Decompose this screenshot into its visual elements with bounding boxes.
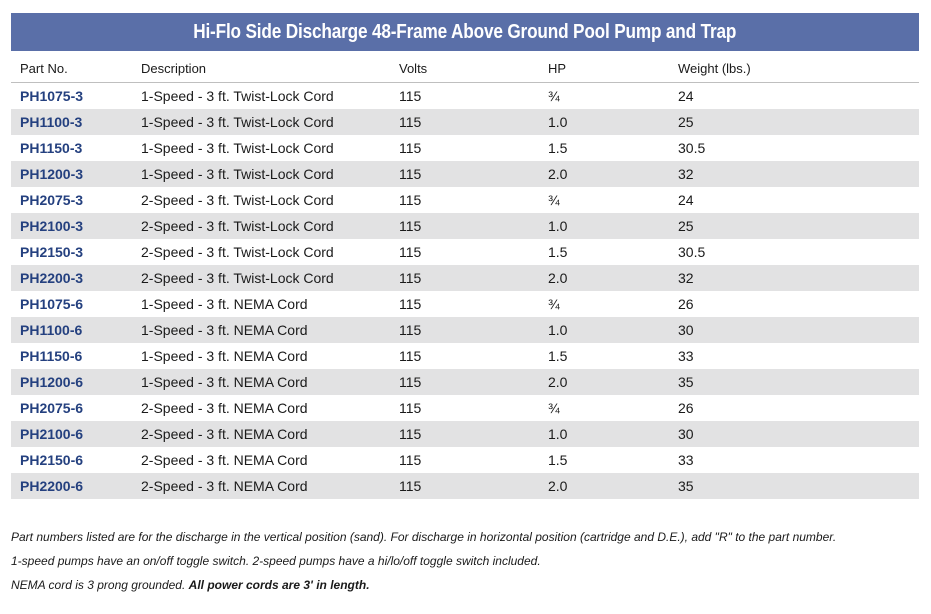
volts-cell: 115 — [390, 473, 539, 499]
description-cell: 1-Speed - 3 ft. NEMA Cord — [141, 296, 308, 312]
description-cell: 2-Speed - 3 ft. Twist-Lock Cord — [132, 213, 390, 239]
description-cell: 1-Speed - 3 ft. NEMA Cord — [141, 348, 308, 364]
table-row — [11, 343, 919, 369]
volts-cell: 115 — [399, 348, 422, 364]
part-number-cell: PH2100-6 — [11, 421, 132, 447]
hp-cell: ¾ — [548, 88, 560, 104]
hp-cell: ¾ — [548, 296, 560, 312]
part-number-cell: PH1075-3 — [20, 88, 84, 104]
volts-cell: 115 — [390, 213, 539, 239]
weight-cell: 35 — [669, 369, 919, 395]
header-hp: HP — [539, 55, 669, 83]
weight-cell: 33 — [678, 452, 694, 468]
part-number-cell: PH2150-6 — [20, 452, 84, 468]
table-row — [11, 369, 919, 395]
table-row — [11, 473, 919, 499]
part-number-cell: PH1150-6 — [20, 348, 83, 364]
weight-cell: 24 — [678, 88, 694, 104]
hp-cell: 1.0 — [539, 317, 669, 343]
volts-cell: 115 — [399, 452, 422, 468]
footnote-cord-text: NEMA cord is 3 prong grounded. — [11, 578, 189, 592]
title-bar — [11, 13, 919, 51]
part-number-cell: PH2200-6 — [11, 473, 132, 499]
weight-cell: 24 — [678, 192, 694, 208]
description-cell: 2-Speed - 3 ft. NEMA Cord — [132, 473, 390, 499]
footnote-discharge: Part numbers listed are for the discharge in the vertical position (sand). For discharge in horizontal position (cartridge and D.E.), add "R" to the part number. — [11, 530, 837, 544]
header-description: Description — [132, 55, 390, 83]
table-header-row — [11, 55, 919, 83]
weight-cell: 30 — [669, 421, 919, 447]
table-row — [11, 317, 919, 343]
table-row — [11, 83, 919, 110]
table-row — [11, 213, 919, 239]
hp-cell: 1.0 — [539, 109, 669, 135]
weight-cell: 26 — [678, 296, 694, 312]
volts-cell: 115 — [399, 400, 422, 416]
header-part-no: Part No. — [11, 55, 132, 83]
description-cell: 2-Speed - 3 ft. NEMA Cord — [132, 421, 390, 447]
hp-cell: 2.0 — [539, 369, 669, 395]
footnote-toggle-switch: 1-speed pumps have an on/off toggle switch. 2-speed pumps have a hi/lo/off toggle switch included. — [11, 554, 541, 568]
table-row — [11, 447, 919, 473]
table-row — [11, 135, 919, 161]
weight-cell: 30.5 — [678, 244, 706, 260]
volts-cell: 115 — [399, 244, 422, 260]
footnotes — [11, 525, 921, 597]
hp-cell: 2.0 — [539, 161, 669, 187]
weight-cell: 26 — [678, 400, 694, 416]
hp-cell: 1.0 — [539, 213, 669, 239]
volts-cell: 115 — [399, 192, 422, 208]
part-number-cell: PH2100-3 — [11, 213, 132, 239]
description-cell: 1-Speed - 3 ft. Twist-Lock Cord — [132, 109, 390, 135]
part-number-cell: PH2150-3 — [20, 244, 84, 260]
weight-cell: 32 — [669, 265, 919, 291]
part-number-cell: PH1200-6 — [11, 369, 132, 395]
volts-cell: 115 — [390, 421, 539, 447]
part-number-cell: PH2075-3 — [20, 192, 84, 208]
table-row — [11, 109, 919, 135]
description-cell: 1-Speed - 3 ft. NEMA Cord — [132, 317, 390, 343]
weight-cell: 33 — [678, 348, 694, 364]
part-number-cell: PH2200-3 — [11, 265, 132, 291]
hp-cell: 1.5 — [548, 452, 568, 468]
description-cell: 2-Speed - 3 ft. Twist-Lock Cord — [141, 192, 334, 208]
description-cell: 2-Speed - 3 ft. NEMA Cord — [141, 400, 308, 416]
table-row — [11, 265, 919, 291]
hp-cell: ¾ — [548, 400, 560, 416]
weight-cell: 32 — [669, 161, 919, 187]
description-cell: 1-Speed - 3 ft. Twist-Lock Cord — [132, 161, 390, 187]
hp-cell: 1.5 — [548, 140, 568, 156]
volts-cell: 115 — [390, 369, 539, 395]
part-number-cell: PH1075-6 — [20, 296, 84, 312]
volts-cell: 115 — [390, 317, 539, 343]
footnote-cord-length: All power cords are 3' in length. — [188, 578, 370, 592]
page-title: Hi-Flo Side Discharge 48-Frame Above Ground Pool Pump and Trap — [193, 20, 737, 43]
table-row — [11, 187, 919, 213]
pump-spec-table — [11, 55, 919, 499]
hp-cell: 1.0 — [539, 421, 669, 447]
description-cell: 1-Speed - 3 ft. NEMA Cord — [132, 369, 390, 395]
table-row — [11, 291, 919, 317]
weight-cell: 30 — [669, 317, 919, 343]
volts-cell: 115 — [399, 296, 422, 312]
description-cell: 1-Speed - 3 ft. Twist-Lock Cord — [141, 140, 334, 156]
volts-cell: 115 — [390, 109, 539, 135]
table-row — [11, 239, 919, 265]
description-cell: 2-Speed - 3 ft. NEMA Cord — [141, 452, 308, 468]
table-body — [11, 83, 919, 500]
description-cell: 1-Speed - 3 ft. Twist-Lock Cord — [141, 88, 334, 104]
weight-cell: 35 — [669, 473, 919, 499]
volts-cell: 115 — [399, 140, 422, 156]
table-row — [11, 161, 919, 187]
part-number-cell: PH1100-6 — [11, 317, 132, 343]
part-number-cell: PH1200-3 — [11, 161, 132, 187]
volts-cell: 115 — [399, 88, 422, 104]
volts-cell: 115 — [390, 265, 539, 291]
description-cell: 2-Speed - 3 ft. Twist-Lock Cord — [132, 265, 390, 291]
weight-cell: 25 — [669, 109, 919, 135]
part-number-cell: PH1100-3 — [11, 109, 132, 135]
hp-cell: 2.0 — [539, 265, 669, 291]
description-cell: 2-Speed - 3 ft. Twist-Lock Cord — [141, 244, 334, 260]
hp-cell: 2.0 — [539, 473, 669, 499]
weight-cell: 25 — [669, 213, 919, 239]
table-row — [11, 395, 919, 421]
hp-cell: ¾ — [548, 192, 560, 208]
table-row — [11, 421, 919, 447]
weight-cell: 30.5 — [678, 140, 706, 156]
footnote-cord — [11, 573, 921, 597]
hp-cell: 1.5 — [548, 348, 568, 364]
part-number-cell: PH2075-6 — [20, 400, 84, 416]
volts-cell: 115 — [390, 161, 539, 187]
hp-cell: 1.5 — [548, 244, 568, 260]
header-weight: Weight (lbs.) — [669, 55, 919, 83]
header-volts: Volts — [390, 55, 539, 83]
part-number-cell: PH1150-3 — [20, 140, 83, 156]
